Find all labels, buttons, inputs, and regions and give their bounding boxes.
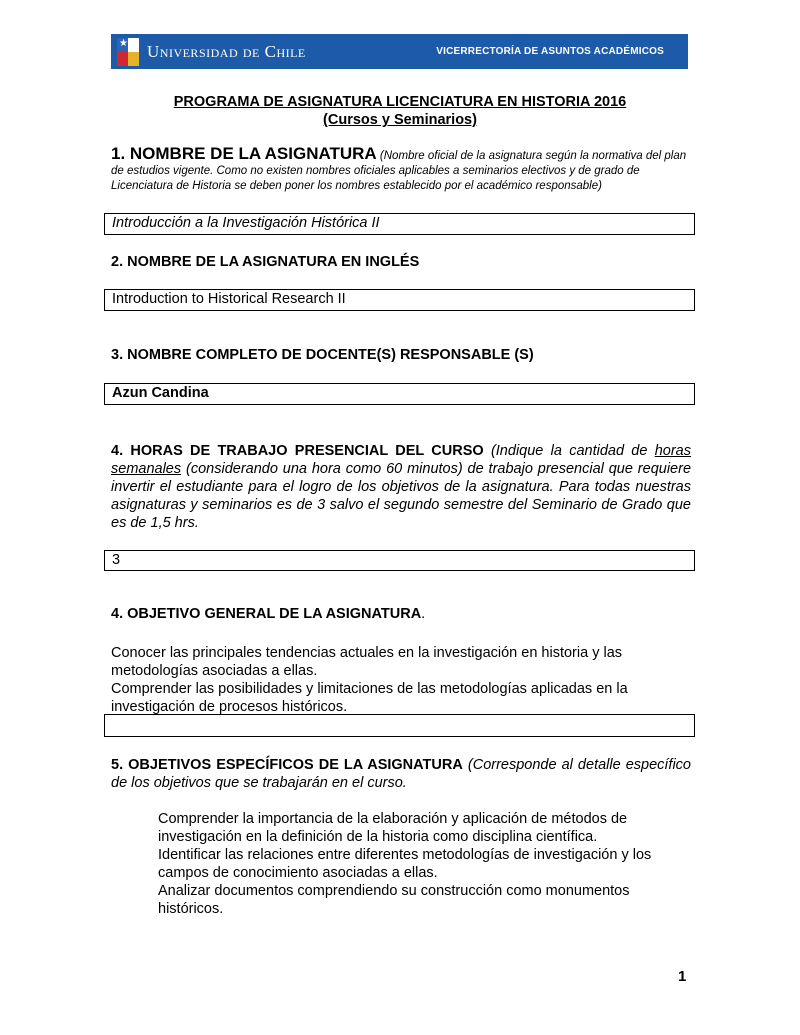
hours-box [104,550,695,571]
general-objective-line-2: Comprender las posibilidades y limitaciones de las metodologías aplicadas en la investigación de procesos históricos. [111,681,628,715]
general-objective-title: 4. OBJETIVO GENERAL DE LA ASIGNATURA [111,606,422,622]
section-5-heading [111,756,691,792]
title-line-1: PROGRAMA DE ASIGNATURA LICENCIATURA EN HISTORIA 2016 [173,94,627,110]
list-item: Identificar las relaciones entre diferentes metodologías de investigación y los campos de conocimiento asociadas a ellas. [158,847,652,881]
university-crest-icon: ★ [117,38,139,66]
document-title [0,93,800,129]
list-item: Analizar documentos comprendiendo su construcción como monumentos históricos. [158,883,630,917]
general-objective-text [111,644,681,716]
general-objective-heading [111,606,425,622]
section-1-note: (Nombre oficial de la asignatura según la normativa del plan de estudios vigente. Como no existen nombres oficiales aplicables a seminarios electivos y de grado de Licenciatura de Historia se deben poner los nombres establecido por el académico responsable) [111,150,687,192]
page-number: 1 [678,968,687,985]
section-1-heading [111,146,691,194]
university-name: Universidad de Chile [147,41,306,61]
instructor-box [104,383,695,405]
general-objective-line-1: Conocer las principales tendencias actuales en la investigación en historia y las metodologías asociadas a ellas. [111,645,623,679]
section-4-note-underlined: horas semanales [111,443,691,477]
section-2-heading: 2. NOMBRE DE LA ASIGNATURA EN INGLÉS [111,254,420,270]
section-3-heading: 3. NOMBRE COMPLETO DE DOCENTE(S) RESPONSABLE (S) [111,347,534,363]
course-name-english-value: Introduction to Historical Research II [112,291,346,307]
section-5-note: (Corresponde al detalle específico de los objetivos que se trabajarán en el curso. [111,757,692,791]
list-item: Comprender la importancia de la elaboración y aplicación de métodos de investigación en la definición de la historia como disciplina científica. [158,811,628,845]
section-1-title: 1. NOMBRE DE LA ASIGNATURA [111,144,377,163]
header-banner [111,34,688,69]
section-4-note-rest: (considerando una hora como 60 minutos) de trabajo presencial que requiere invertir el estudiante para el logro de los objetivos de la asignatura. Para todas nuestras asignaturas y seminarios es de 3 salvo el segundo semestre del Seminario de Grado que es de 1,5 hrs. [111,461,692,531]
vicerrectoria-label: VICERRECTORÍA DE ASUNTOS ACADÉMICOS [436,46,664,57]
section-4-note-start: (Indique la cantidad de [490,443,648,459]
general-objective-suffix: . [421,606,426,622]
section-4-title: 4. HORAS DE TRABAJO PRESENCIAL DEL CURSO [111,443,484,459]
title-line-2: (Cursos y Seminarios) [323,112,477,128]
hours-value: 3 [112,552,121,568]
specific-objectives-list [158,810,688,918]
course-name-english-box [104,289,695,311]
general-objective-box [104,714,695,737]
section-4-heading [111,442,691,532]
course-name-box [104,213,695,235]
course-name-value: Introducción a la Investigación Histórica II [112,215,380,231]
instructor-value: Azun Candina [112,385,209,401]
section-5-title: 5. OBJETIVOS ESPECÍFICOS DE LA ASIGNATURA [111,757,463,773]
